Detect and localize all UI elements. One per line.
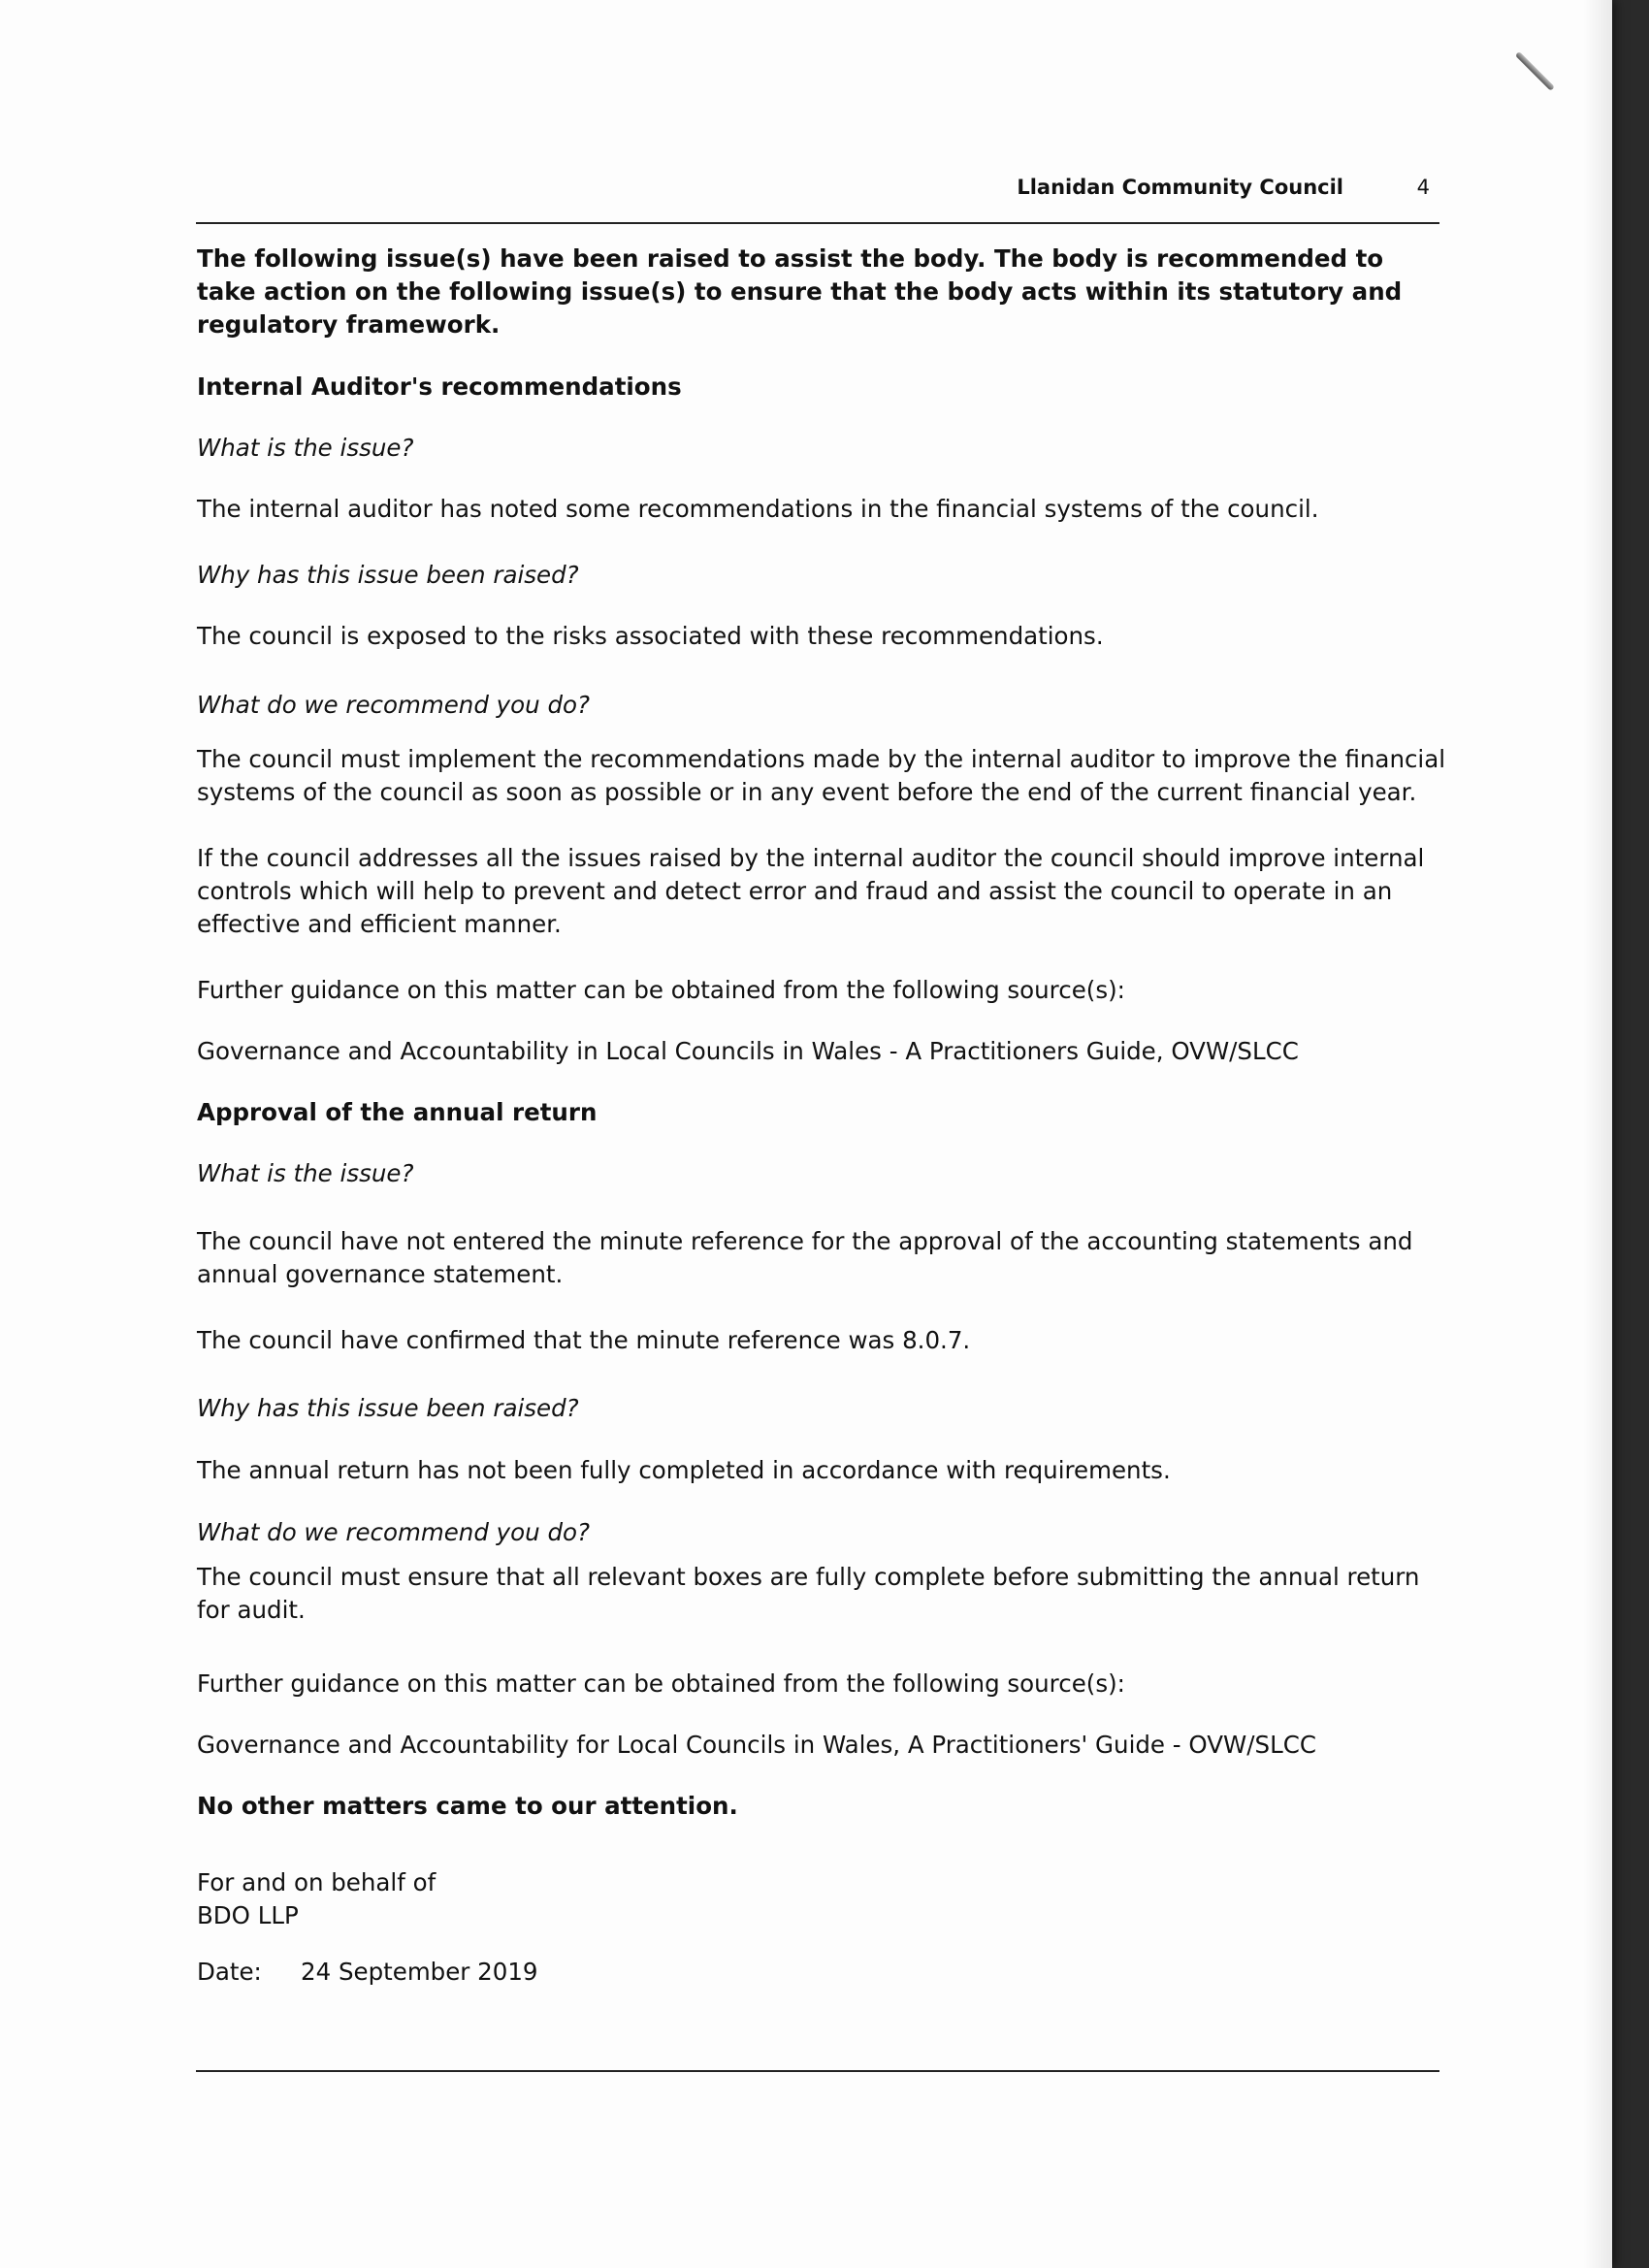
recommend-question: What do we recommend you do?	[197, 1518, 591, 1546]
signoff-firm: BDO LLP	[197, 1901, 299, 1929]
signoff-line: For and on behalf of	[197, 1868, 436, 1896]
issue-text: The council have confirmed that the minute reference was 8.0.7.	[197, 1326, 971, 1354]
issue-question: What is the issue?	[197, 1159, 414, 1187]
footer-rule	[196, 2070, 1439, 2072]
page-header	[196, 171, 1438, 210]
report-body	[197, 243, 1448, 1989]
header-rule	[196, 222, 1439, 224]
issue-question: What is the issue?	[197, 434, 414, 462]
recommend-text: The council must ensure that all relevant boxes are fully complete before submitting the annual return for audit.	[197, 1563, 1420, 1624]
date-label: Date:	[197, 1958, 262, 1986]
guidance-source: Governance and Accountability in Local Councils in Wales - A Practitioners Guide, OVW/SLCC	[197, 1037, 1299, 1065]
date-row	[197, 1956, 1448, 1989]
why-question: Why has this issue been raised?	[197, 561, 579, 589]
why-text: The council is exposed to the risks associated with these recommendations.	[197, 622, 1104, 650]
why-question: Why has this issue been raised?	[197, 1394, 579, 1422]
intro-paragraph: The following issue(s) have been raised to assist the body. The body is recommended to take action on the following issue(s) to ensure that the body acts within its statutory and regulatory framework.	[197, 244, 1403, 339]
why-text: The annual return has not been fully completed in accordance with requirements.	[197, 1456, 1171, 1484]
closing-statement: No other matters came to our attention.	[197, 1792, 738, 1820]
issue-text: The internal auditor has noted some recommendations in the financial systems of the council.	[197, 495, 1319, 523]
recommend-text: If the council addresses all the issues raised by the internal auditor the council should improve internal controls which will help to prevent and detect error and fraud and assist the council to operate in an effective and efficient manner.	[197, 844, 1425, 938]
guidance-intro: Further guidance on this matter can be obtained from the following source(s):	[197, 1669, 1125, 1698]
guidance-intro: Further guidance on this matter can be obtained from the following source(s):	[197, 976, 1125, 1004]
recommend-question: What do we recommend you do?	[197, 691, 591, 719]
date-value: 24 September 2019	[301, 1958, 538, 1986]
guidance-source: Governance and Accountability for Local Councils in Wales, A Practitioners' Guide - OVW/SLCC	[197, 1731, 1316, 1759]
section-heading: Approval of the annual return	[197, 1098, 598, 1126]
section-heading: Internal Auditor's recommendations	[197, 373, 682, 401]
staple-mark	[1515, 51, 1555, 91]
issue-text: The council have not entered the minute reference for the approval of the accounting statements and annual governance statement.	[197, 1227, 1413, 1288]
page-number: 4	[1416, 176, 1430, 199]
recommend-text: The council must implement the recommendations made by the internal auditor to improve the financial systems of the council as soon as possible or in any event before the end of the current financial year.	[197, 745, 1446, 806]
council-name: Llanidan Community Council	[1017, 176, 1343, 199]
